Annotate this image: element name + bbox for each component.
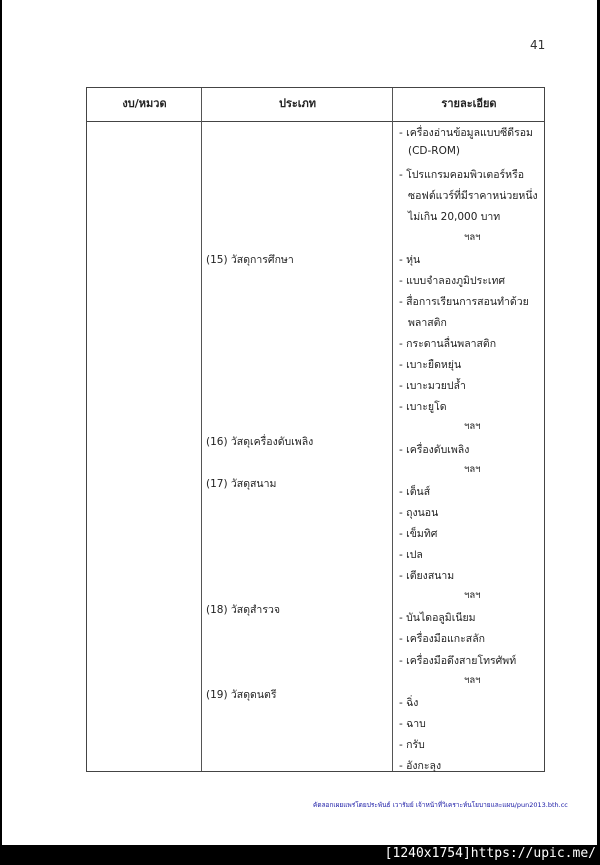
detail-item: - เครื่องมือแกะสลัก xyxy=(399,633,486,646)
detail-item: (CD-ROM) xyxy=(408,145,461,158)
etc-marker: ฯลฯ xyxy=(464,590,481,602)
detail-item: - อังกะลุง xyxy=(399,760,442,772)
detail-item: - บันไดอลูมิเนียม xyxy=(399,612,476,625)
detail-item: - โปรแกรมคอมพิวเตอร์หรือ xyxy=(399,169,525,182)
header-budget-category: งบ/หมวด xyxy=(122,97,167,110)
detail-item: - สื่อการเรียนการสอนทำด้วย xyxy=(399,295,529,308)
detail-item: - เต็นส์ xyxy=(399,485,431,498)
watermark: [1240x1754]https://upic.me/ xyxy=(384,846,596,861)
header-details: รายละเอียด xyxy=(441,97,497,110)
detail-item: - เบาะมวยปล้ำ xyxy=(399,380,466,393)
detail-item: - กระดานลื่นพลาสติก xyxy=(399,338,497,350)
column-divider xyxy=(392,88,393,771)
detail-item: - เตียงสนาม xyxy=(399,570,455,583)
category-label: (16) วัสดุเครื่องดับเพลิง xyxy=(206,436,314,448)
detail-item: - เบาะยูโด xyxy=(399,401,447,414)
category-label: (15) วัสดุการศึกษา xyxy=(206,254,294,266)
detail-item: - เครื่องมือดึงสายโทรศัพท์ xyxy=(399,654,517,667)
detail-item: - ฉาบ xyxy=(399,717,426,730)
detail-item: - แบบจำลองภูมิประเทศ xyxy=(399,274,506,287)
table-header-row xyxy=(87,88,544,122)
detail-item: - เปล xyxy=(399,549,423,561)
detail-item: - เบาะยืดหยุ่น xyxy=(399,359,462,372)
detail-item: พลาสติก xyxy=(408,316,447,329)
etc-marker: ฯลฯ xyxy=(464,463,481,475)
detail-item: - เข็มทิศ xyxy=(399,527,438,540)
detail-item: - ถุงนอน xyxy=(399,506,439,519)
footer-credit: คัดลอกเผยแพร่โดยประพันธ์ เวารัมย์ เจ้าหน้าที่วิเคราะห์นโยบายและแผน/pun2013.bth.cc xyxy=(313,801,568,809)
category-label: (17) วัสดุสนาม xyxy=(206,478,277,490)
page-number: 41 xyxy=(530,38,546,52)
etc-marker: ฯลฯ xyxy=(464,231,481,243)
header-type: ประเภท xyxy=(278,97,317,110)
budget-category-table xyxy=(86,87,545,772)
detail-item: ซอฟต์แวร์ที่มีราคาหน่วยหนึ่ง xyxy=(408,190,538,203)
category-label: (18) วัสดุสำรวจ xyxy=(206,604,281,616)
etc-marker: ฯลฯ xyxy=(464,421,481,433)
detail-item: - เครื่องดับเพลิง xyxy=(399,443,470,456)
document-page xyxy=(2,0,597,845)
category-label: (19) วัสดุดนตรี xyxy=(206,689,277,701)
detail-item: - กรับ xyxy=(399,738,425,751)
detail-item: - ฉิ่ง xyxy=(399,696,419,709)
detail-item: ไม่เกิน 20,000 บาท xyxy=(408,211,501,224)
detail-item: - หุ่น xyxy=(399,253,421,266)
etc-marker: ฯลฯ xyxy=(464,674,481,686)
column-divider xyxy=(201,88,202,771)
detail-item: - เครื่องอ่านข้อมูลแบบซีดีรอม xyxy=(399,127,533,139)
